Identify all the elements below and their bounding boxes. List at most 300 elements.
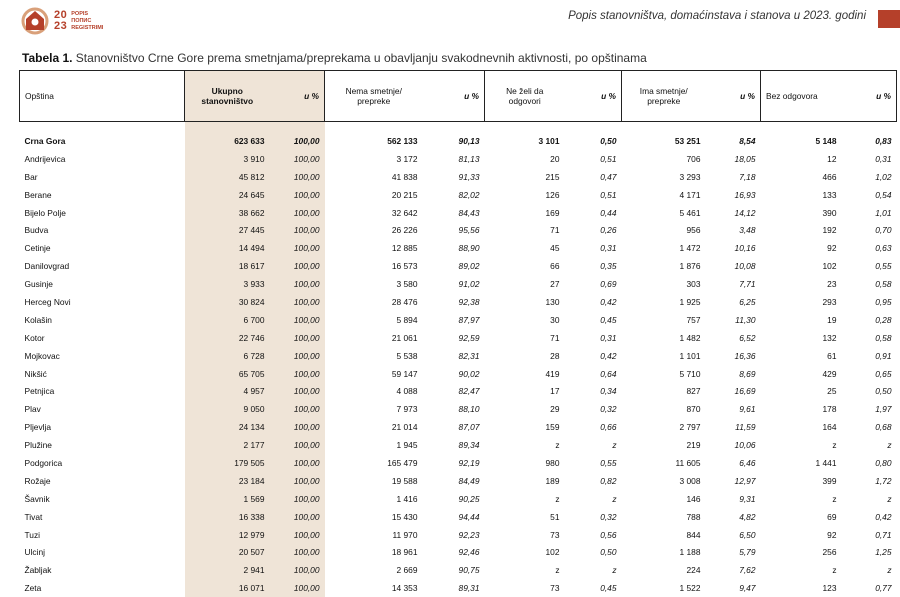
total-pct-cell: 100,00	[270, 204, 325, 222]
no-answer-pct-cell: 1,25	[842, 543, 897, 561]
total-cell: 45 812	[185, 168, 270, 186]
has-difficulty-pct-cell: 8,54	[706, 132, 761, 150]
table-row	[20, 275, 897, 293]
municipality-cell: Rožaje	[20, 472, 185, 490]
refused-pct-cell: z	[565, 490, 622, 508]
spacer-cell	[842, 122, 897, 133]
refused-pct-cell: 0,42	[565, 293, 622, 311]
total-pct-cell: 100,00	[270, 132, 325, 150]
municipality-cell: Kolašin	[20, 311, 185, 329]
no-difficulty-pct-cell: 84,43	[423, 204, 485, 222]
no-difficulty-cell: 19 588	[325, 472, 423, 490]
refused-cell: 3 101	[485, 132, 565, 150]
no-answer-cell: 390	[761, 204, 842, 222]
has-difficulty-pct-cell: 9,47	[706, 579, 761, 597]
has-difficulty-cell: 706	[622, 150, 706, 168]
has-difficulty-cell: 146	[622, 490, 706, 508]
no-answer-pct-cell: 1,97	[842, 400, 897, 418]
total-pct-cell: 100,00	[270, 168, 325, 186]
no-answer-cell: 92	[761, 239, 842, 257]
no-answer-cell: z	[761, 490, 842, 508]
municipality-cell: Petnjica	[20, 382, 185, 400]
total-pct-cell: 100,00	[270, 311, 325, 329]
has-difficulty-pct-cell: 3,48	[706, 221, 761, 239]
municipality-cell: Herceg Novi	[20, 293, 185, 311]
no-answer-cell: 12	[761, 150, 842, 168]
total-cell: 6 700	[185, 311, 270, 329]
refused-pct-cell: 0,42	[565, 347, 622, 365]
total-cell: 27 445	[185, 221, 270, 239]
logo-line-1: POPIS	[71, 11, 103, 18]
has-difficulty-pct-cell: 8,69	[706, 365, 761, 383]
has-difficulty-pct-cell: 9,31	[706, 490, 761, 508]
no-answer-cell: 466	[761, 168, 842, 186]
refused-pct-cell: 0,66	[565, 418, 622, 436]
table-row	[20, 490, 897, 508]
refused-cell: 27	[485, 275, 565, 293]
refused-cell: 126	[485, 186, 565, 204]
col-header-no-difficulty-pct: u %	[423, 71, 485, 122]
refused-pct-cell: 0,64	[565, 365, 622, 383]
total-pct-cell: 100,00	[270, 347, 325, 365]
no-answer-pct-cell: 0,95	[842, 293, 897, 311]
table-row	[20, 561, 897, 579]
total-cell: 22 746	[185, 329, 270, 347]
municipality-cell: Zeta	[20, 579, 185, 597]
no-answer-pct-cell: 0,42	[842, 508, 897, 526]
no-answer-pct-cell: 0,54	[842, 186, 897, 204]
refused-pct-cell: z	[565, 561, 622, 579]
spacer-cell	[485, 122, 565, 133]
municipality-cell: Cetinje	[20, 239, 185, 257]
no-answer-cell: 25	[761, 382, 842, 400]
table-row	[20, 257, 897, 275]
no-answer-cell: 92	[761, 526, 842, 544]
no-difficulty-pct-cell: 82,47	[423, 382, 485, 400]
no-answer-pct-cell: z	[842, 436, 897, 454]
no-answer-pct-cell: 0,55	[842, 257, 897, 275]
total-pct-cell: 100,00	[270, 275, 325, 293]
no-difficulty-cell: 32 642	[325, 204, 423, 222]
refused-pct-cell: z	[565, 436, 622, 454]
municipality-cell: Andrijevica	[20, 150, 185, 168]
refused-pct-cell: 0,47	[565, 168, 622, 186]
has-difficulty-cell: 1 522	[622, 579, 706, 597]
total-cell: 3 933	[185, 275, 270, 293]
table-row	[20, 543, 897, 561]
no-difficulty-pct-cell: 94,44	[423, 508, 485, 526]
has-difficulty-cell: 219	[622, 436, 706, 454]
refused-pct-cell: 0,45	[565, 579, 622, 597]
no-answer-cell: 132	[761, 329, 842, 347]
no-answer-cell: 102	[761, 257, 842, 275]
no-answer-pct-cell: 0,63	[842, 239, 897, 257]
has-difficulty-cell: 1 482	[622, 329, 706, 347]
no-answer-pct-cell: 1,02	[842, 168, 897, 186]
refused-cell: z	[485, 490, 565, 508]
no-answer-cell: 164	[761, 418, 842, 436]
no-difficulty-cell: 562 133	[325, 132, 423, 150]
total-cell: 23 184	[185, 472, 270, 490]
has-difficulty-pct-cell: 9,61	[706, 400, 761, 418]
no-answer-pct-cell: 0,83	[842, 132, 897, 150]
refused-cell: 20	[485, 150, 565, 168]
table-row	[20, 168, 897, 186]
has-difficulty-cell: 956	[622, 221, 706, 239]
no-difficulty-cell: 21 061	[325, 329, 423, 347]
no-difficulty-cell: 59 147	[325, 365, 423, 383]
municipality-cell: Ulcinj	[20, 543, 185, 561]
refused-cell: 189	[485, 472, 565, 490]
refused-pct-cell: 0,31	[565, 239, 622, 257]
has-difficulty-cell: 827	[622, 382, 706, 400]
no-answer-cell: z	[761, 561, 842, 579]
refused-cell: 71	[485, 221, 565, 239]
has-difficulty-pct-cell: 7,18	[706, 168, 761, 186]
col-header-refused-pct: u %	[565, 71, 622, 122]
table-row	[20, 204, 897, 222]
municipality-cell: Mojkovac	[20, 347, 185, 365]
refused-pct-cell: 0,82	[565, 472, 622, 490]
has-difficulty-pct-cell: 16,93	[706, 186, 761, 204]
has-difficulty-cell: 1 925	[622, 293, 706, 311]
total-cell: 9 050	[185, 400, 270, 418]
no-difficulty-pct-cell: 90,25	[423, 490, 485, 508]
has-difficulty-pct-cell: 4,82	[706, 508, 761, 526]
no-answer-pct-cell: 0,31	[842, 150, 897, 168]
table-header-row	[20, 71, 897, 122]
total-cell: 24 134	[185, 418, 270, 436]
table-row	[20, 239, 897, 257]
table-row	[20, 472, 897, 490]
municipality-cell: Nikšić	[20, 365, 185, 383]
no-answer-pct-cell: 1,72	[842, 472, 897, 490]
total-cell: 3 910	[185, 150, 270, 168]
no-difficulty-cell: 5 894	[325, 311, 423, 329]
municipality-cell: Bijelo Polje	[20, 204, 185, 222]
total-cell: 12 979	[185, 526, 270, 544]
refused-cell: 30	[485, 311, 565, 329]
no-answer-pct-cell: 0,77	[842, 579, 897, 597]
census-logo	[20, 5, 103, 37]
no-difficulty-cell: 14 353	[325, 579, 423, 597]
municipality-cell: Gusinje	[20, 275, 185, 293]
has-difficulty-pct-cell: 11,30	[706, 311, 761, 329]
no-difficulty-pct-cell: 88,90	[423, 239, 485, 257]
table-row	[20, 347, 897, 365]
refused-cell: z	[485, 561, 565, 579]
has-difficulty-cell: 303	[622, 275, 706, 293]
total-cell: 30 824	[185, 293, 270, 311]
no-answer-cell: 123	[761, 579, 842, 597]
spacer-cell	[325, 122, 423, 133]
total-pct-cell: 100,00	[270, 454, 325, 472]
total-cell: 2 177	[185, 436, 270, 454]
table-row	[20, 418, 897, 436]
spacer-cell	[20, 122, 185, 133]
no-difficulty-cell: 20 215	[325, 186, 423, 204]
table-row	[20, 400, 897, 418]
has-difficulty-pct-cell: 6,46	[706, 454, 761, 472]
no-difficulty-pct-cell: 92,19	[423, 454, 485, 472]
refused-pct-cell: 0,50	[565, 132, 622, 150]
no-answer-cell: 19	[761, 311, 842, 329]
total-cell: 14 494	[185, 239, 270, 257]
no-difficulty-cell: 4 088	[325, 382, 423, 400]
logo-line-3: REGISTRIMI	[71, 25, 103, 32]
col-header-no-answer: Bez odgovora	[761, 71, 842, 122]
no-difficulty-pct-cell: 90,13	[423, 132, 485, 150]
table-row	[20, 132, 897, 150]
table-caption: Stanovništvo Crne Gore prema smetnjama/preprekama u obavljanju svakodnevnih aktivnosti, po opštinama	[72, 51, 646, 65]
total-pct-cell: 100,00	[270, 579, 325, 597]
total-cell: 4 957	[185, 382, 270, 400]
no-difficulty-pct-cell: 91,02	[423, 275, 485, 293]
refused-cell: 419	[485, 365, 565, 383]
has-difficulty-pct-cell: 16,69	[706, 382, 761, 400]
total-pct-cell: 100,00	[270, 257, 325, 275]
no-answer-cell: 69	[761, 508, 842, 526]
col-header-total-population: Ukupno stanovništvo	[185, 71, 270, 122]
refused-cell: 51	[485, 508, 565, 526]
table-row	[20, 221, 897, 239]
no-answer-pct-cell: 0,71	[842, 526, 897, 544]
no-answer-pct-cell: z	[842, 561, 897, 579]
no-difficulty-cell: 16 573	[325, 257, 423, 275]
spacer-cell	[622, 122, 706, 133]
has-difficulty-cell: 1 188	[622, 543, 706, 561]
total-cell: 65 705	[185, 365, 270, 383]
municipality-cell: Kotor	[20, 329, 185, 347]
no-difficulty-pct-cell: 91,33	[423, 168, 485, 186]
no-answer-pct-cell: 1,01	[842, 204, 897, 222]
municipality-cell: Bar	[20, 168, 185, 186]
refused-cell: 159	[485, 418, 565, 436]
no-answer-pct-cell: 0,28	[842, 311, 897, 329]
refused-cell: 73	[485, 526, 565, 544]
table-row	[20, 311, 897, 329]
refused-pct-cell: 0,55	[565, 454, 622, 472]
total-cell: 20 507	[185, 543, 270, 561]
table-row	[20, 454, 897, 472]
municipality-cell: Šavnik	[20, 490, 185, 508]
refused-pct-cell: 0,26	[565, 221, 622, 239]
no-answer-cell: 399	[761, 472, 842, 490]
no-answer-cell: 429	[761, 365, 842, 383]
has-difficulty-pct-cell: 10,08	[706, 257, 761, 275]
no-answer-cell: 23	[761, 275, 842, 293]
has-difficulty-cell: 788	[622, 508, 706, 526]
no-difficulty-pct-cell: 82,02	[423, 186, 485, 204]
municipality-cell: Tuzi	[20, 526, 185, 544]
total-pct-cell: 100,00	[270, 221, 325, 239]
total-cell: 18 617	[185, 257, 270, 275]
table-row	[20, 150, 897, 168]
has-difficulty-cell: 224	[622, 561, 706, 579]
no-difficulty-cell: 26 226	[325, 221, 423, 239]
total-pct-cell: 100,00	[270, 561, 325, 579]
has-difficulty-pct-cell: 16,36	[706, 347, 761, 365]
no-difficulty-pct-cell: 89,34	[423, 436, 485, 454]
no-difficulty-pct-cell: 92,38	[423, 293, 485, 311]
no-difficulty-cell: 11 970	[325, 526, 423, 544]
total-cell: 16 071	[185, 579, 270, 597]
has-difficulty-cell: 870	[622, 400, 706, 418]
municipality-cell: Plav	[20, 400, 185, 418]
logo-year-bottom: 23	[54, 21, 67, 32]
no-difficulty-pct-cell: 84,49	[423, 472, 485, 490]
has-difficulty-cell: 53 251	[622, 132, 706, 150]
refused-pct-cell: 0,44	[565, 204, 622, 222]
no-answer-pct-cell: 0,80	[842, 454, 897, 472]
no-answer-pct-cell: z	[842, 490, 897, 508]
has-difficulty-pct-cell: 6,25	[706, 293, 761, 311]
no-answer-cell: 5 148	[761, 132, 842, 150]
col-header-total-pct: u %	[270, 71, 325, 122]
total-pct-cell: 100,00	[270, 400, 325, 418]
no-difficulty-cell: 12 885	[325, 239, 423, 257]
has-difficulty-cell: 3 008	[622, 472, 706, 490]
has-difficulty-cell: 1 472	[622, 239, 706, 257]
no-difficulty-cell: 18 961	[325, 543, 423, 561]
no-difficulty-pct-cell: 92,46	[423, 543, 485, 561]
refused-pct-cell: 0,31	[565, 329, 622, 347]
no-difficulty-cell: 41 838	[325, 168, 423, 186]
has-difficulty-pct-cell: 11,59	[706, 418, 761, 436]
spacer-cell	[706, 122, 761, 133]
no-difficulty-cell: 28 476	[325, 293, 423, 311]
col-header-no-answer-pct: u %	[842, 71, 897, 122]
spacer-cell	[270, 122, 325, 133]
refused-pct-cell: 0,45	[565, 311, 622, 329]
no-difficulty-pct-cell: 90,02	[423, 365, 485, 383]
refused-pct-cell: 0,50	[565, 543, 622, 561]
col-header-no-difficulty: Nema smetnje/ prepreke	[325, 71, 423, 122]
total-pct-cell: 100,00	[270, 472, 325, 490]
refused-cell: 28	[485, 347, 565, 365]
table-row	[20, 382, 897, 400]
total-pct-cell: 100,00	[270, 490, 325, 508]
has-difficulty-cell: 1 876	[622, 257, 706, 275]
refused-cell: z	[485, 436, 565, 454]
no-difficulty-cell: 15 430	[325, 508, 423, 526]
no-answer-cell: 61	[761, 347, 842, 365]
has-difficulty-pct-cell: 18,05	[706, 150, 761, 168]
table-row	[20, 526, 897, 544]
total-pct-cell: 100,00	[270, 526, 325, 544]
col-header-municipality: Opština	[20, 71, 185, 122]
has-difficulty-cell: 1 101	[622, 347, 706, 365]
no-answer-cell: 133	[761, 186, 842, 204]
municipality-cell: Crna Gora	[20, 132, 185, 150]
has-difficulty-pct-cell: 7,71	[706, 275, 761, 293]
data-table-container	[19, 70, 876, 597]
no-difficulty-cell: 21 014	[325, 418, 423, 436]
no-difficulty-pct-cell: 89,02	[423, 257, 485, 275]
logo-line-2: ПОПИС	[71, 18, 103, 25]
has-difficulty-cell: 5 461	[622, 204, 706, 222]
publication-title: Popis stanovništva, domaćinstava i stanova u 2023. godini	[568, 10, 866, 22]
total-cell: 179 505	[185, 454, 270, 472]
total-cell: 24 645	[185, 186, 270, 204]
total-pct-cell: 100,00	[270, 186, 325, 204]
municipality-cell: Tivat	[20, 508, 185, 526]
total-pct-cell: 100,00	[270, 543, 325, 561]
has-difficulty-pct-cell: 14,12	[706, 204, 761, 222]
municipality-cell: Podgorica	[20, 454, 185, 472]
total-pct-cell: 100,00	[270, 293, 325, 311]
no-answer-cell: 1 441	[761, 454, 842, 472]
total-pct-cell: 100,00	[270, 329, 325, 347]
total-cell: 6 728	[185, 347, 270, 365]
municipality-cell: Žabljak	[20, 561, 185, 579]
spacer-cell	[565, 122, 622, 133]
total-cell: 38 662	[185, 204, 270, 222]
data-table	[19, 70, 897, 597]
refused-pct-cell: 0,32	[565, 508, 622, 526]
table-title	[22, 51, 647, 65]
no-answer-pct-cell: 0,58	[842, 275, 897, 293]
refused-pct-cell: 0,56	[565, 526, 622, 544]
no-difficulty-pct-cell: 92,59	[423, 329, 485, 347]
no-answer-cell: 178	[761, 400, 842, 418]
total-pct-cell: 100,00	[270, 239, 325, 257]
municipality-cell: Plužine	[20, 436, 185, 454]
table-row	[20, 365, 897, 383]
total-pct-cell: 100,00	[270, 150, 325, 168]
no-difficulty-cell: 165 479	[325, 454, 423, 472]
table-row	[20, 508, 897, 526]
refused-cell: 130	[485, 293, 565, 311]
no-answer-cell: z	[761, 436, 842, 454]
total-cell: 1 569	[185, 490, 270, 508]
no-difficulty-pct-cell: 92,23	[423, 526, 485, 544]
has-difficulty-cell: 4 171	[622, 186, 706, 204]
logo-text	[71, 11, 103, 32]
refused-cell: 66	[485, 257, 565, 275]
refused-pct-cell: 0,34	[565, 382, 622, 400]
no-answer-cell: 192	[761, 221, 842, 239]
no-answer-pct-cell: 0,50	[842, 382, 897, 400]
no-difficulty-cell: 5 538	[325, 347, 423, 365]
table-number: Tabela 1.	[22, 51, 72, 65]
refused-pct-cell: 0,69	[565, 275, 622, 293]
municipality-cell: Danilovgrad	[20, 257, 185, 275]
no-answer-pct-cell: 0,65	[842, 365, 897, 383]
has-difficulty-pct-cell: 5,79	[706, 543, 761, 561]
has-difficulty-pct-cell: 10,06	[706, 436, 761, 454]
municipality-cell: Berane	[20, 186, 185, 204]
no-difficulty-pct-cell: 89,31	[423, 579, 485, 597]
table-spacer-row	[20, 122, 897, 133]
no-difficulty-pct-cell: 88,10	[423, 400, 485, 418]
refused-cell: 980	[485, 454, 565, 472]
has-difficulty-pct-cell: 10,16	[706, 239, 761, 257]
spacer-cell	[761, 122, 842, 133]
has-difficulty-pct-cell: 7,62	[706, 561, 761, 579]
no-difficulty-pct-cell: 95,56	[423, 221, 485, 239]
refused-cell: 29	[485, 400, 565, 418]
no-difficulty-cell: 1 416	[325, 490, 423, 508]
table-row	[20, 579, 897, 597]
has-difficulty-cell: 11 605	[622, 454, 706, 472]
no-difficulty-pct-cell: 81,13	[423, 150, 485, 168]
no-difficulty-pct-cell: 87,97	[423, 311, 485, 329]
total-pct-cell: 100,00	[270, 508, 325, 526]
no-difficulty-cell: 1 945	[325, 436, 423, 454]
has-difficulty-cell: 844	[622, 526, 706, 544]
no-answer-pct-cell: 0,58	[842, 329, 897, 347]
